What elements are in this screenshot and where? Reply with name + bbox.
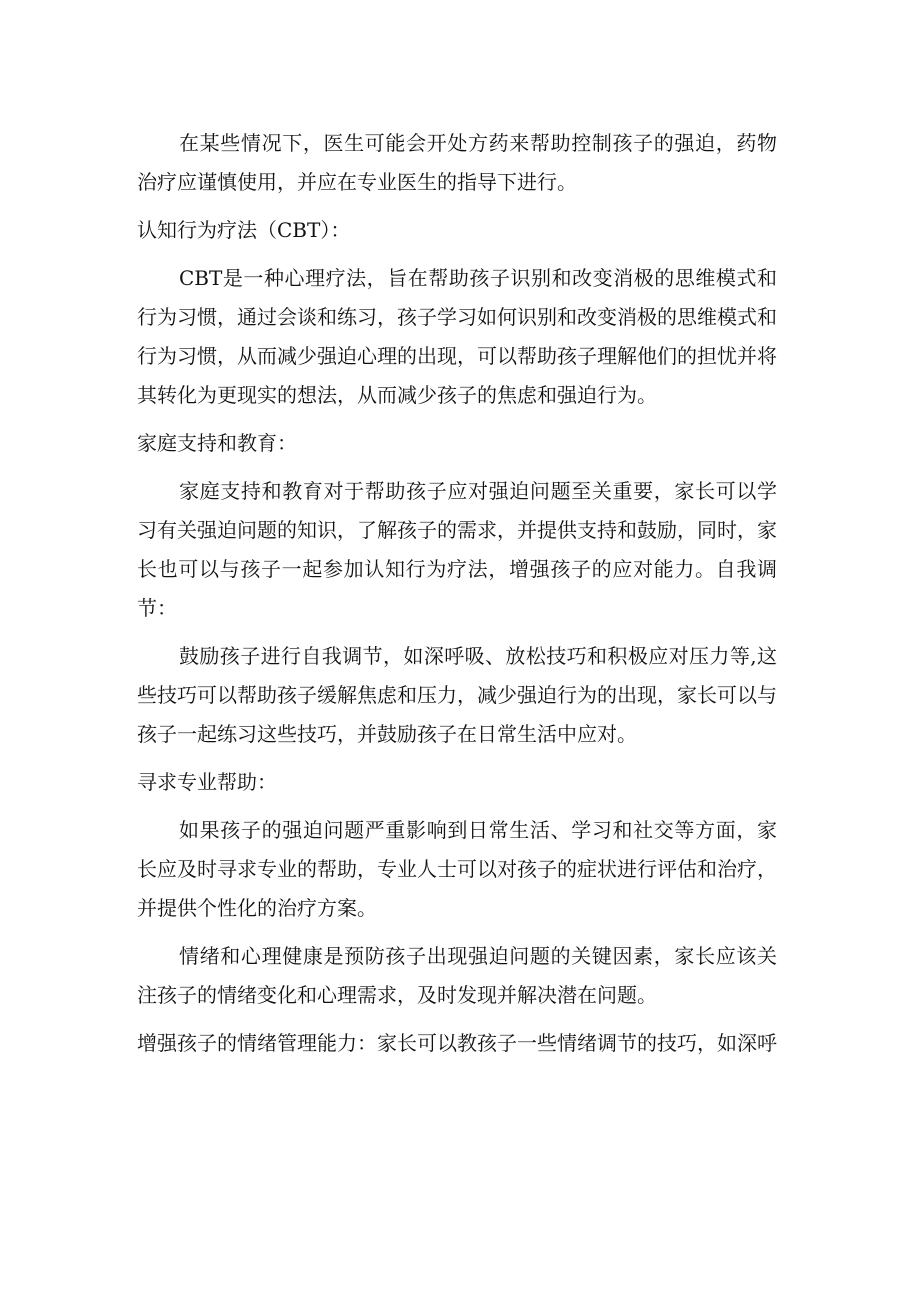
- paragraph-self-regulation: 鼓励孩子进行自我调节，如深呼吸、放松技巧和积极应对压力等,这些技巧可以帮助孩子缓解焦虑和压力，减少强迫行为的出现，家长可以与孩子一起练习这些技巧，并鼓励孩子在日常生活中应对。: [137, 644, 777, 746]
- heading-family-support: 家庭支持和教育：: [137, 431, 297, 455]
- paragraph-emotional-health: 情绪和心理健康是预防孩子出现强迫问题的关键因素，家长应该关注孩子的情绪变化和心理需求，及时发现并解决潜在问题。: [137, 944, 777, 1007]
- document-body: [137, 124, 777, 1063]
- paragraph-cbt: CBT是一种心理疗法，旨在帮助孩子识别和改变消极的思维模式和行为习惯，通过会谈和练习，孩子学习如何识别和改变消极的思维模式和行为习惯，从而减少强迫心理的出现，可以帮助孩子理解他们的担忧并将其转化为更现实的想法，从而减少孩子的焦虑和强迫行为。: [137, 266, 777, 407]
- paragraph-emotion-management: 增强孩子的情绪管理能力：家长可以教孩子一些情绪调节的技巧，如深呼: [137, 1031, 777, 1055]
- heading-cbt: 认知行为疗法（CBT）：: [137, 218, 351, 242]
- paragraph-family-support: 家庭支持和教育对于帮助孩子应对强迫问题至关重要，家长可以学习有关强迫问题的知识，了解孩子的需求，并提供支持和鼓励，同时，家长也可以与孩子一起参加认知行为疗法，增强孩子的应对能力。自我调节：: [137, 479, 777, 620]
- heading-professional-help: 寻求专业帮助：: [137, 770, 277, 794]
- paragraph-medication: 在某些情况下，医生可能会开处方药来帮助控制孩子的强迫，药物治疗应谨慎使用，并应在专业医生的指导下进行。: [137, 131, 777, 194]
- paragraph-professional-help: 如果孩子的强迫问题严重影响到日常生活、学习和社交等方面，家长应及时寻求专业的帮助，专业人士可以对孩子的症状进行评估和治疗，并提供个性化的治疗方案。: [137, 818, 777, 920]
